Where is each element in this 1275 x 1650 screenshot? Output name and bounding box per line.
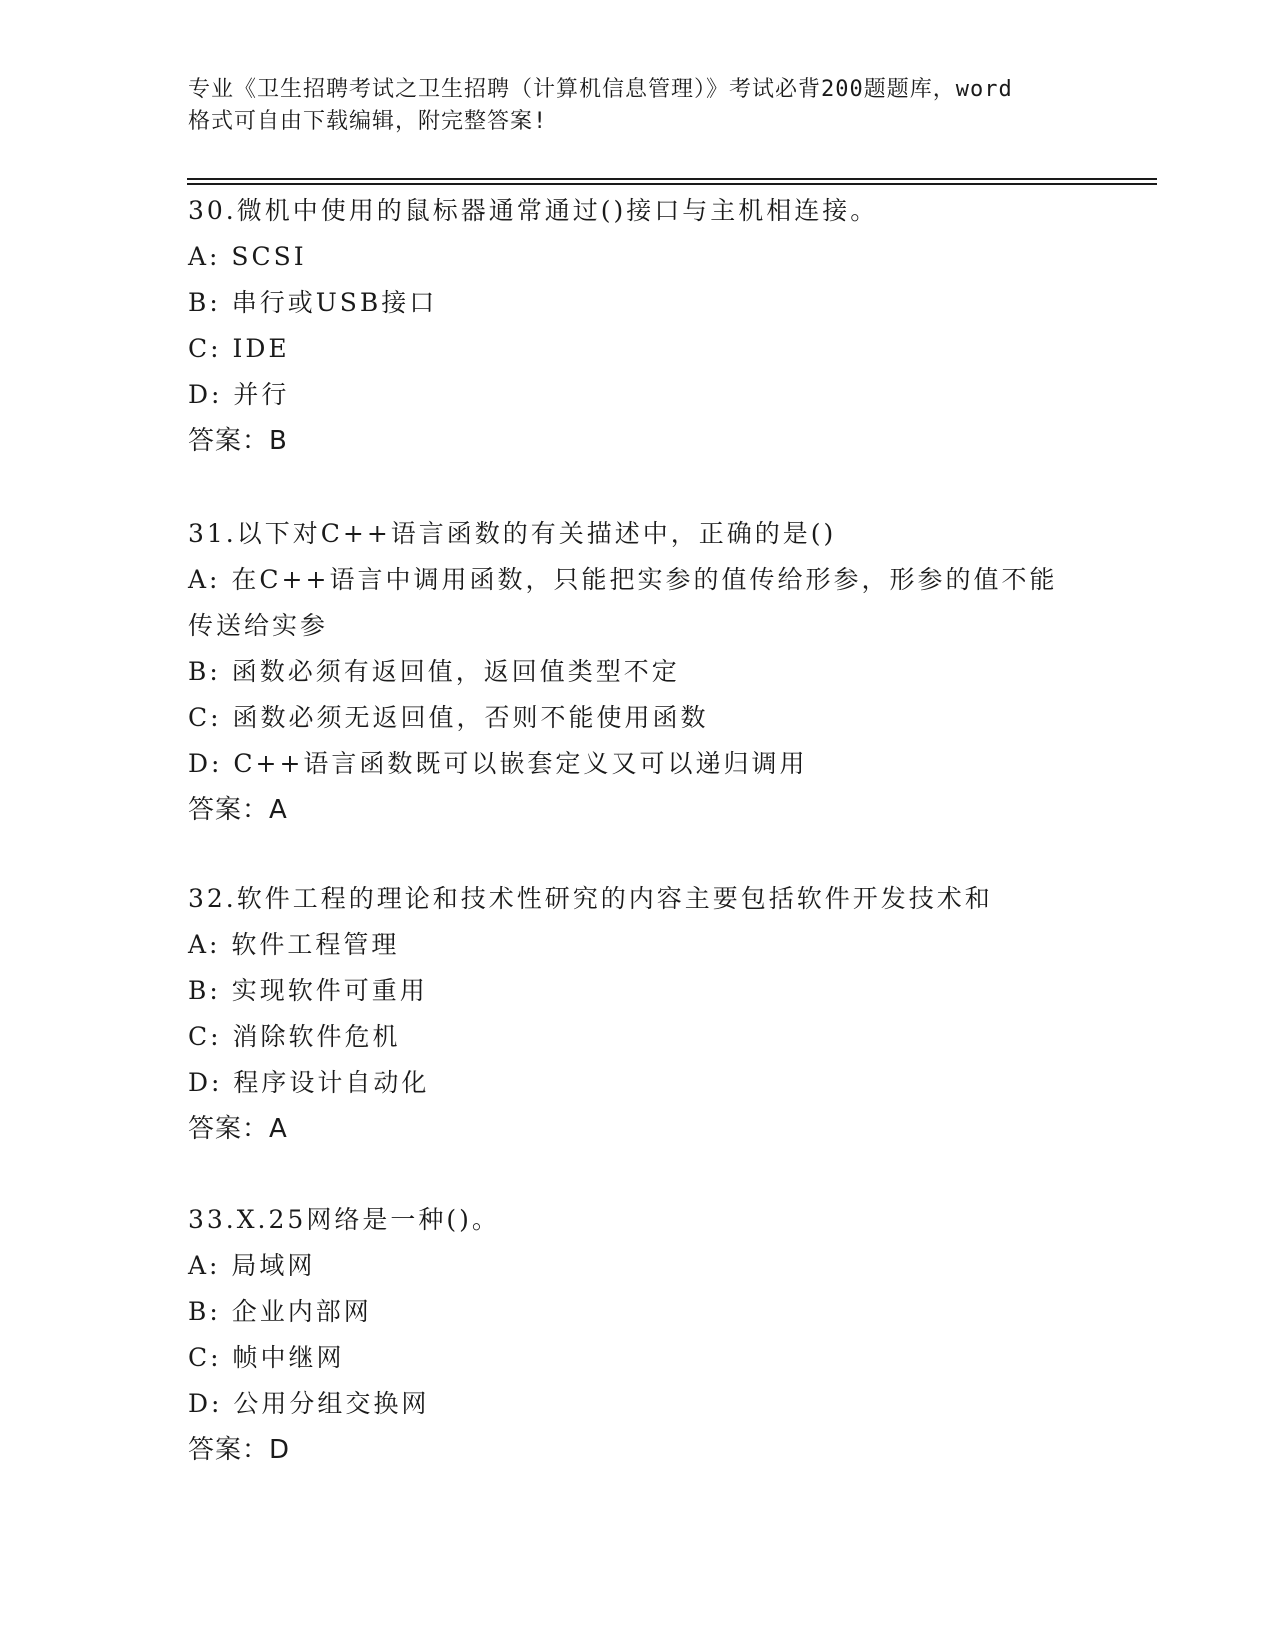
answer-line: 答案：A (188, 795, 288, 825)
header-divider-bottom (187, 183, 1157, 185)
answer-line: 答案：D (188, 1435, 291, 1465)
header-line-1: 专业《卫生招聘考试之卫生招聘（计算机信息管理）》考试必背200题题库，word (188, 77, 1013, 102)
option-c: C: 消除软件危机 (188, 1022, 401, 1051)
option-d: D: 程序设计自动化 (188, 1068, 430, 1097)
option-a: A: 局域网 (188, 1251, 316, 1280)
option-b: B: 函数必须有返回值，返回值类型不定 (188, 657, 680, 686)
question-33 (188, 1197, 1088, 1473)
document-header (188, 74, 1088, 138)
option-c: C: 帧中继网 (188, 1343, 345, 1372)
answer-line: 答案：A (188, 1114, 288, 1144)
question-30 (188, 188, 1088, 464)
option-a-continuation: 传送给实参 (188, 611, 329, 640)
option-c: C: 函数必须无返回值，否则不能使用函数 (188, 703, 709, 732)
question-stem: 30.微机中使用的鼠标器通常通过()接口与主机相连接。 (188, 196, 879, 225)
option-d: D: C++语言函数既可以嵌套定义又可以递归调用 (188, 749, 808, 778)
option-a: A: 在C++语言中调用函数，只能把实参的值传给形参，形参的值不能 (188, 565, 1058, 594)
question-31 (188, 511, 1088, 833)
option-b: B: 串行或USB接口 (188, 288, 438, 317)
answer-line: 答案：B (188, 426, 288, 456)
option-c: C: IDE (188, 334, 290, 363)
question-32 (188, 876, 1088, 1152)
option-d: D: 公用分组交换网 (188, 1389, 430, 1418)
question-stem: 31.以下对C++语言函数的有关描述中，正确的是() (188, 519, 837, 548)
header-divider-top (187, 178, 1157, 180)
question-stem: 32.软件工程的理论和技术性研究的内容主要包括软件开发技术和 (188, 884, 993, 913)
header-line-2: 格式可自由下载编辑，附完整答案! (188, 109, 548, 134)
option-b: B: 实现软件可重用 (188, 976, 428, 1005)
option-d: D: 并行 (188, 380, 290, 409)
option-a: A: SCSI (188, 242, 307, 271)
option-b: B: 企业内部网 (188, 1297, 372, 1326)
option-a: A: 软件工程管理 (188, 930, 400, 959)
question-stem: 33.X.25网络是一种()。 (188, 1205, 500, 1234)
